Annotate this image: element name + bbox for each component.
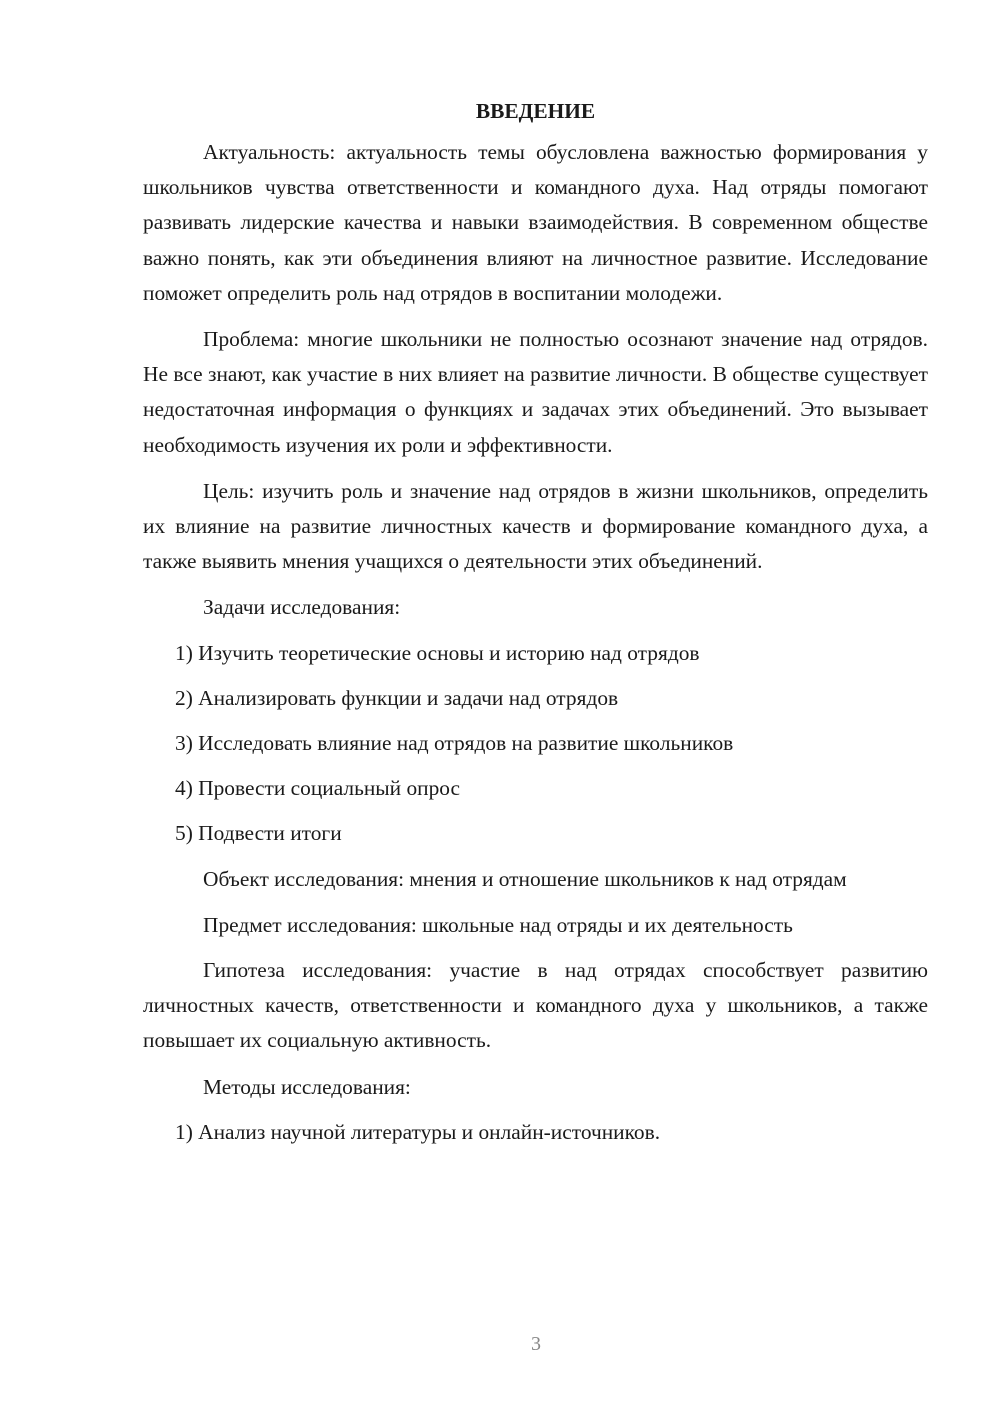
relevance-paragraph: Актуальность: актуальность темы обусловлена важностью формирования у школьников чувства ответственности и командного духа. Над отряды помогают развивать лидерские качества и навыки взаимодействия. В современном обществе важно понять, как эти объединения влияют на личностное развитие. Исследование поможет определить роль над отрядов в воспитании молодежи.	[143, 140, 928, 305]
goal-paragraph: Цель: изучить роль и значение над отрядов в жизни школьников, определить их влияние на развитие личностных качеств и формирование командного духа, а также выявить мнения учащихся о деятельности этих объединений.	[143, 478, 928, 574]
section-title: ВВЕДЕНИЕ	[475, 99, 596, 123]
problem-paragraph: Проблема: многие школьники не полностью осознают значение над отрядов. Не все знают, как участие в них влияет на развитие личности. В обществе существует недостаточная информация о функциях и задачах этих объединений. Это вызывает необходимость изучения их роли и эффективности.	[143, 327, 928, 457]
task-item-5: 5) Подвести итоги	[175, 821, 342, 846]
tasks-heading: Задачи исследования:	[203, 595, 401, 620]
task-item-3: 3) Исследовать влияние над отрядов на развитие школьников	[175, 731, 734, 756]
methods-heading: Методы исследования:	[203, 1074, 411, 1099]
task-item-1: 1) Изучить теоретические основы и историю над отрядов	[175, 640, 700, 665]
task-item-4: 4) Провести социальный опрос	[175, 776, 461, 801]
page-number: 3	[531, 1333, 541, 1355]
subject-paragraph: Предмет исследования: школьные над отряды и их деятельность	[203, 912, 793, 937]
method-item-1: 1) Анализ научной литературы и онлайн-источников.	[175, 1119, 661, 1144]
object-paragraph: Объект исследования: мнения и отношение школьников к над отрядам	[203, 866, 847, 891]
document-page	[143, 95, 928, 1160]
hypothesis-paragraph: Гипотеза исследования: участие в над отрядах способствует развитию личностных качеств, ответственности и командного духа у школьников, а также повышает их социальную активность.	[143, 958, 928, 1053]
task-item-2: 2) Анализировать функции и задачи над отрядов	[175, 685, 619, 710]
